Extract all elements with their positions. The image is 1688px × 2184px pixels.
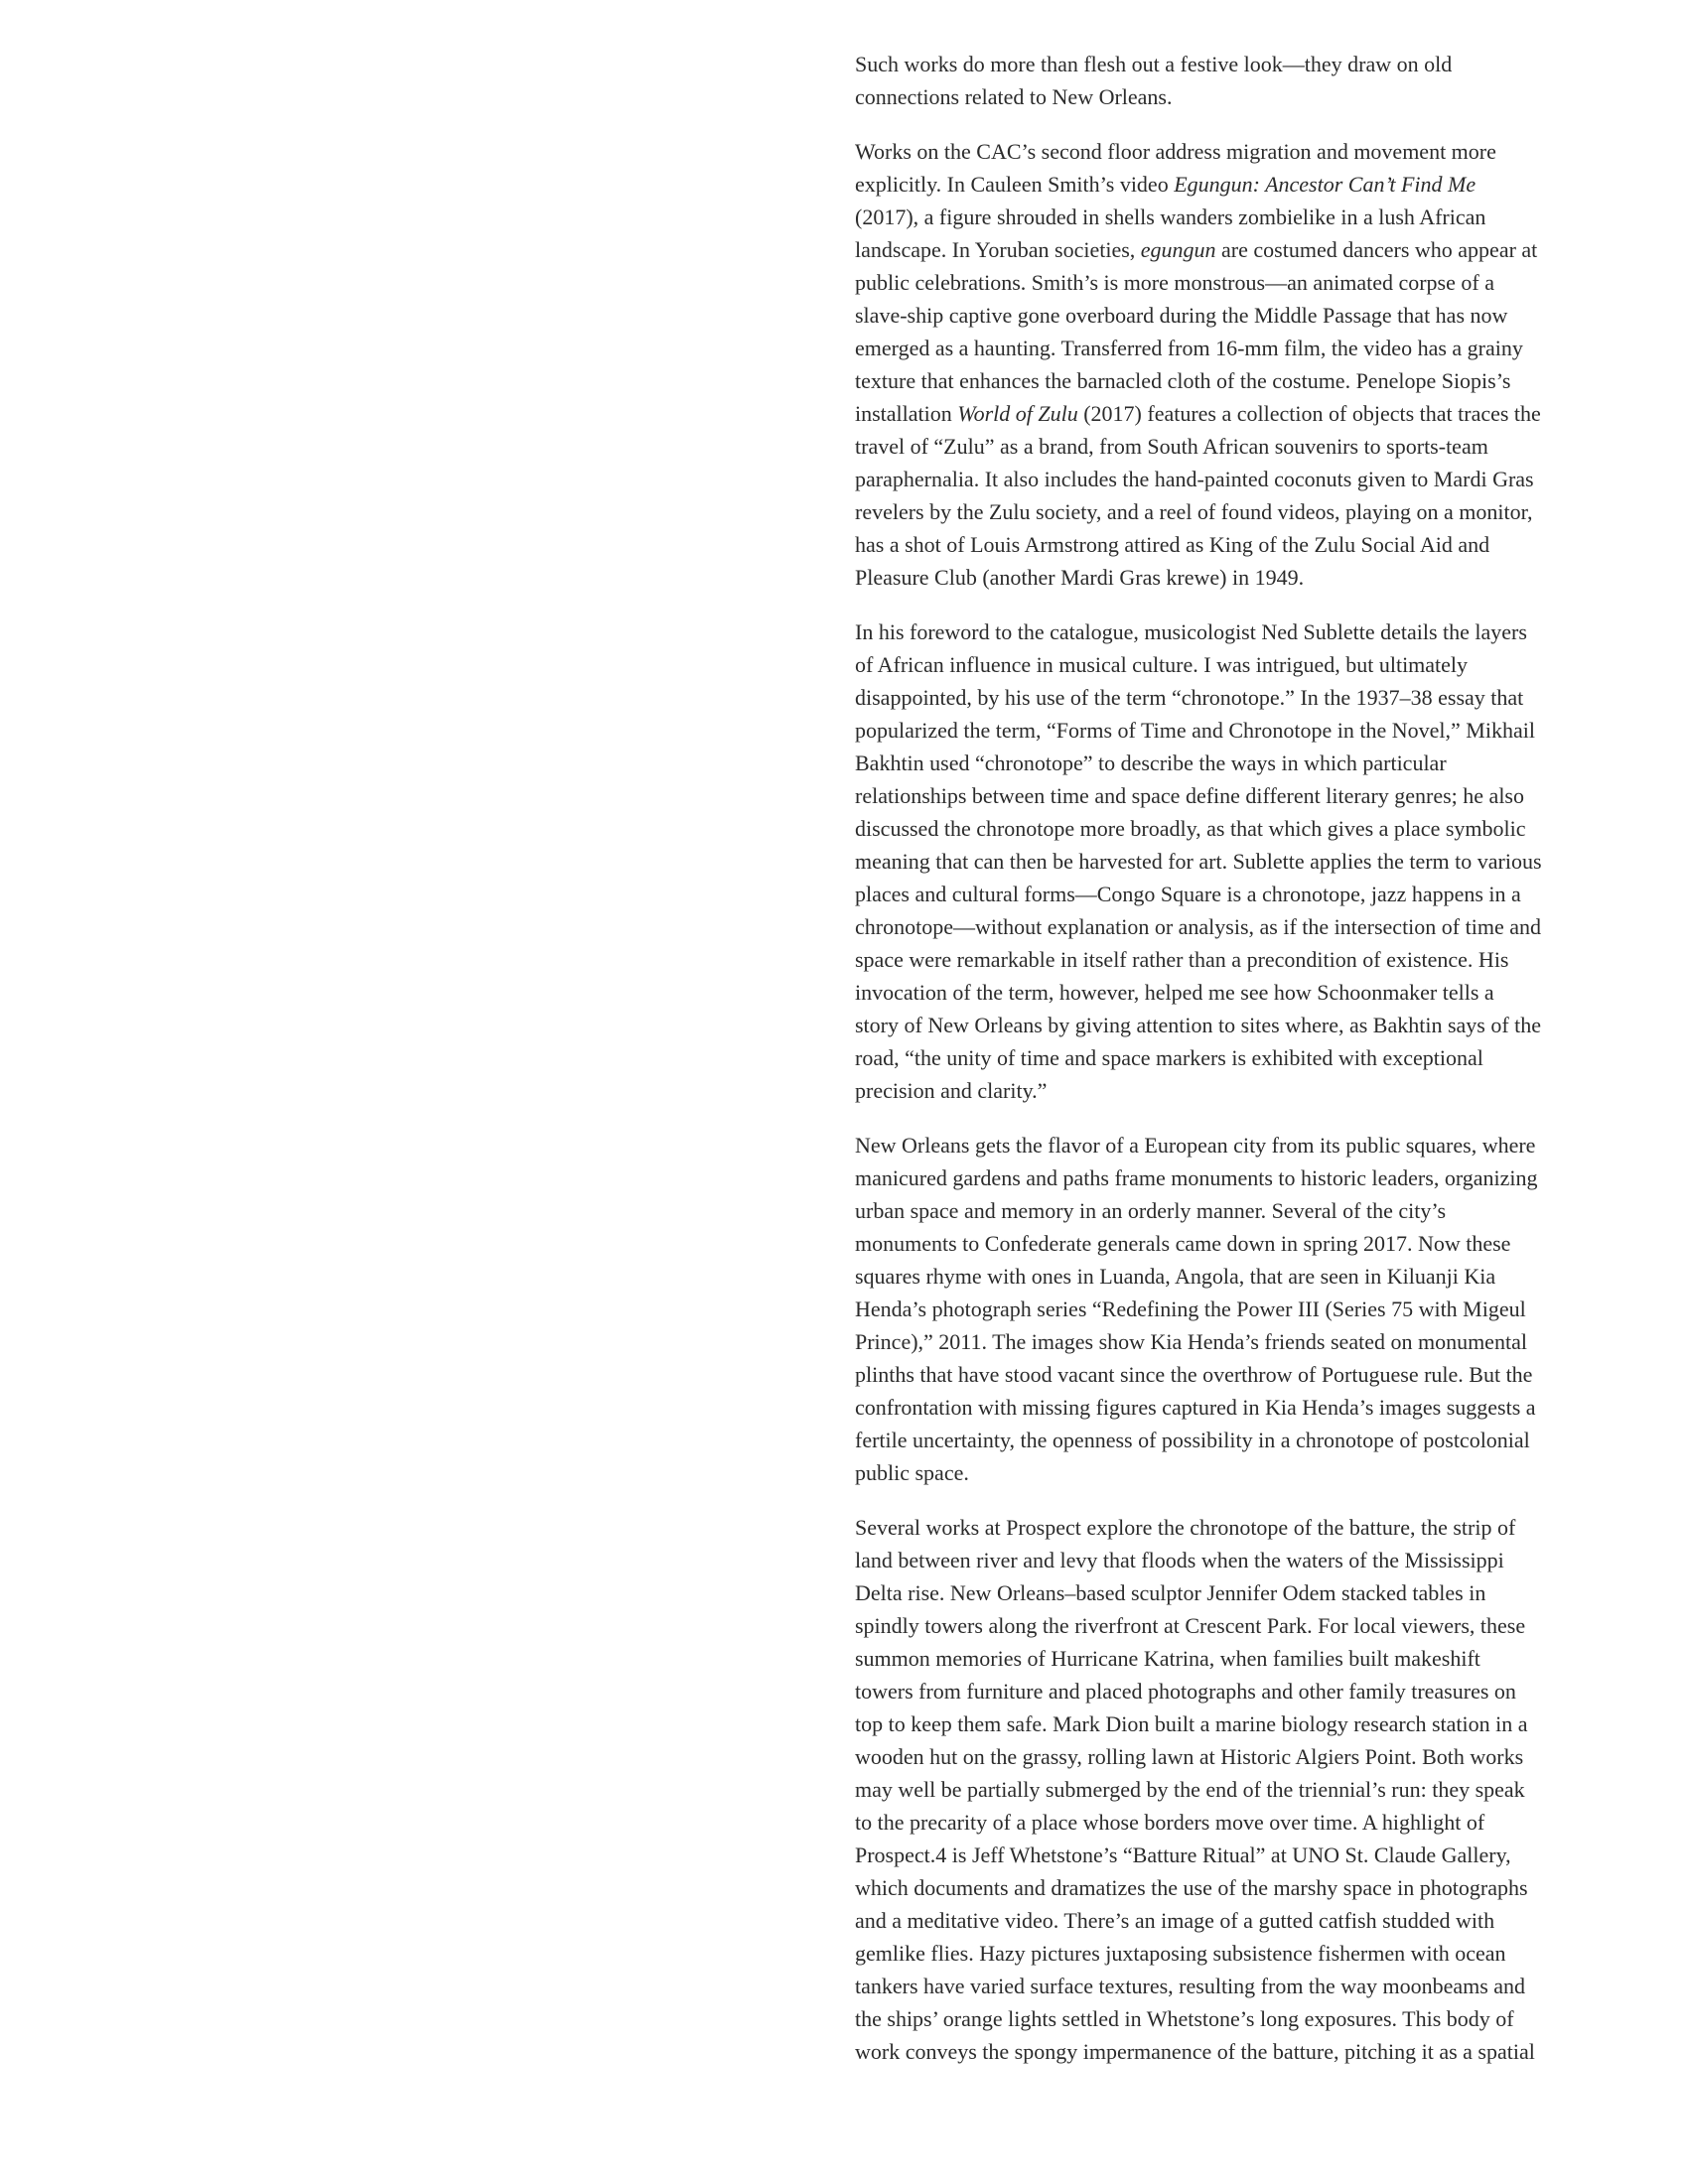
text-line: of African influence in musical culture. I was intrigued, but ultimately xyxy=(855,652,1469,677)
text-line: gemlike flies. Hazy pictures juxtaposing subsistence fishermen with ocean xyxy=(855,1941,1506,1966)
text-line: New Orleans gets the flavor of a European city from its public squares, where xyxy=(855,1133,1536,1158)
text-line: Prospect.4 is Jeff Whetstone’s “Batture Ritual” at UNO St. Claude Gallery, xyxy=(855,1843,1511,1867)
text-line: spindly towers along the riverfront at Crescent Park. For local viewers, these xyxy=(855,1613,1526,1638)
text-line: Delta rise. New Orleans–based sculptor Jennifer Odem stacked tables in xyxy=(855,1580,1486,1605)
text-line: invocation of the term, however, helped me see how Schoonmaker tells a xyxy=(855,980,1494,1005)
text-line: summon memories of Hurricane Katrina, when families built makeshift xyxy=(855,1646,1480,1671)
text-line: Works on the CAC’s second floor address migration and movement more xyxy=(855,139,1496,164)
text-line: fertile uncertainty, the openness of possibility in a chronotope of postcolonial xyxy=(855,1428,1530,1452)
text-line: wooden hut on the grassy, rolling lawn at Historic Algiers Point. Both works xyxy=(855,1744,1524,1769)
text-line: has a shot of Louis Armstrong attired as King of the Zulu Social Aid and xyxy=(855,532,1490,557)
text-line: tankers have varied surface textures, resulting from the way moonbeams and xyxy=(855,1974,1526,1998)
article-body xyxy=(855,48,1610,2068)
video-title: Egungun: Ancestor Can’t Find Me xyxy=(1174,172,1477,197)
paragraph-1 xyxy=(855,48,1610,113)
text-segment: installation xyxy=(855,401,958,426)
paragraph-2 xyxy=(855,135,1610,594)
text-line: manicured gardens and paths frame monuments to historic leaders, organizing xyxy=(855,1165,1538,1190)
text-line: urban space and memory in an orderly manner. Several of the city’s xyxy=(855,1198,1447,1223)
text-line: disappointed, by his use of the term “chronotope.” In the 1937–38 essay that xyxy=(855,685,1524,710)
text-line: space were remarkable in itself rather than a precondition of existence. His xyxy=(855,947,1509,972)
text-line: the ships’ orange lights settled in Whetstone’s long exposures. This body of xyxy=(855,2006,1514,2031)
text-line: precision and clarity.” xyxy=(855,1078,1048,1103)
text-line: Pleasure Club (another Mardi Gras krewe) in 1949. xyxy=(855,565,1305,590)
text-line: relationships between time and space define different literary genres; he also xyxy=(855,783,1524,808)
text-segment: landscape. In Yoruban societies, xyxy=(855,237,1141,262)
text-segment: (2017) features a collection of objects that traces the xyxy=(1077,401,1541,426)
text-line: paraphernalia. It also includes the hand-painted coconuts given to Mardi Gras xyxy=(855,467,1534,491)
text-line: (2017), a figure shrouded in shells wanders zombielike in a lush African xyxy=(855,205,1486,229)
text-line: meaning that can then be harvested for art. Sublette applies the term to various xyxy=(855,849,1542,874)
text-line: Several works at Prospect explore the chronotope of the batture, the strip of xyxy=(855,1515,1516,1540)
text-line: public celebrations. Smith’s is more monstrous—an animated corpse of a xyxy=(855,270,1494,295)
text-segment: are costumed dancers who appear at xyxy=(1215,237,1538,262)
term-egungun: egungun xyxy=(1140,237,1216,262)
text-line: travel of “Zulu” as a brand, from South African souvenirs to sports-team xyxy=(855,434,1488,459)
text-line: texture that enhances the barnacled cloth of the costume. Penelope Siopis’s xyxy=(855,368,1511,393)
text-line: towers from furniture and placed photographs and other family treasures on xyxy=(855,1679,1516,1704)
text-line: places and cultural forms—Congo Square is a chronotope, jazz happens in a xyxy=(855,882,1521,906)
installation-title: World of Zulu xyxy=(957,401,1078,426)
text-line xyxy=(855,397,1610,430)
paragraph-3 xyxy=(855,615,1610,1107)
text-line xyxy=(855,233,1610,266)
text-line: top to keep them safe. Mark Dion built a marine biology research station in a xyxy=(855,1711,1528,1736)
text-line xyxy=(855,168,1610,201)
text-line: connections related to New Orleans. xyxy=(855,84,1173,109)
text-line: Bakhtin used “chronotope” to describe the ways in which particular xyxy=(855,751,1447,775)
text-line: slave-ship captive gone overboard during the Middle Passage that has now xyxy=(855,303,1508,328)
text-line: Prince),” 2011. The images show Kia Henda’s friends seated on monumental xyxy=(855,1329,1527,1354)
text-line: squares rhyme with ones in Luanda, Angola, that are seen in Kiluanji Kia xyxy=(855,1264,1496,1289)
text-line: monuments to Confederate generals came down in spring 2017. Now these xyxy=(855,1231,1511,1256)
text-line: land between river and levy that floods when the waters of the Mississippi xyxy=(855,1548,1504,1572)
text-line: chronotope—without explanation or analysis, as if the intersection of time and xyxy=(855,914,1541,939)
text-line: and a meditative video. There’s an image of a gutted catfish studded with xyxy=(855,1908,1495,1933)
text-segment: explicitly. In Cauleen Smith’s video xyxy=(855,172,1175,197)
text-line: In his foreword to the catalogue, musicologist Ned Sublette details the layers xyxy=(855,619,1527,644)
text-line: Henda’s photograph series “Redefining the Power III (Series 75 with Migeul xyxy=(855,1297,1526,1321)
text-line: road, “the unity of time and space markers is exhibited with exceptional xyxy=(855,1045,1483,1070)
paragraph-4 xyxy=(855,1129,1610,1489)
text-line: work conveys the spongy impermanence of the batture, pitching it as a spatial xyxy=(855,2039,1535,2064)
text-line: revelers by the Zulu society, and a reel of found videos, playing on a monitor, xyxy=(855,499,1533,524)
text-line: plinths that have stood vacant since the overthrow of Portuguese rule. But the xyxy=(855,1362,1533,1387)
text-line: may well be partially submerged by the end of the triennial’s run: they speak xyxy=(855,1777,1525,1802)
text-line: confrontation with missing figures captured in Kia Henda’s images suggests a xyxy=(855,1395,1536,1420)
text-line: public space. xyxy=(855,1460,969,1485)
text-line: Such works do more than flesh out a festive look—they draw on old xyxy=(855,52,1453,76)
text-line: popularized the term, “Forms of Time and Chronotope in the Novel,” Mikhail xyxy=(855,718,1535,743)
text-line: story of New Orleans by giving attention to sites where, as Bakhtin says of the xyxy=(855,1013,1542,1037)
paragraph-5 xyxy=(855,1511,1610,2068)
text-line: to the precarity of a place whose borders move over time. A highlight of xyxy=(855,1810,1485,1835)
text-line: discussed the chronotope more broadly, as that which gives a place symbolic xyxy=(855,816,1526,841)
text-line: emerged as a haunting. Transferred from 16-mm film, the video has a grainy xyxy=(855,336,1523,360)
text-line: which documents and dramatizes the use of the marshy space in photographs xyxy=(855,1875,1528,1900)
